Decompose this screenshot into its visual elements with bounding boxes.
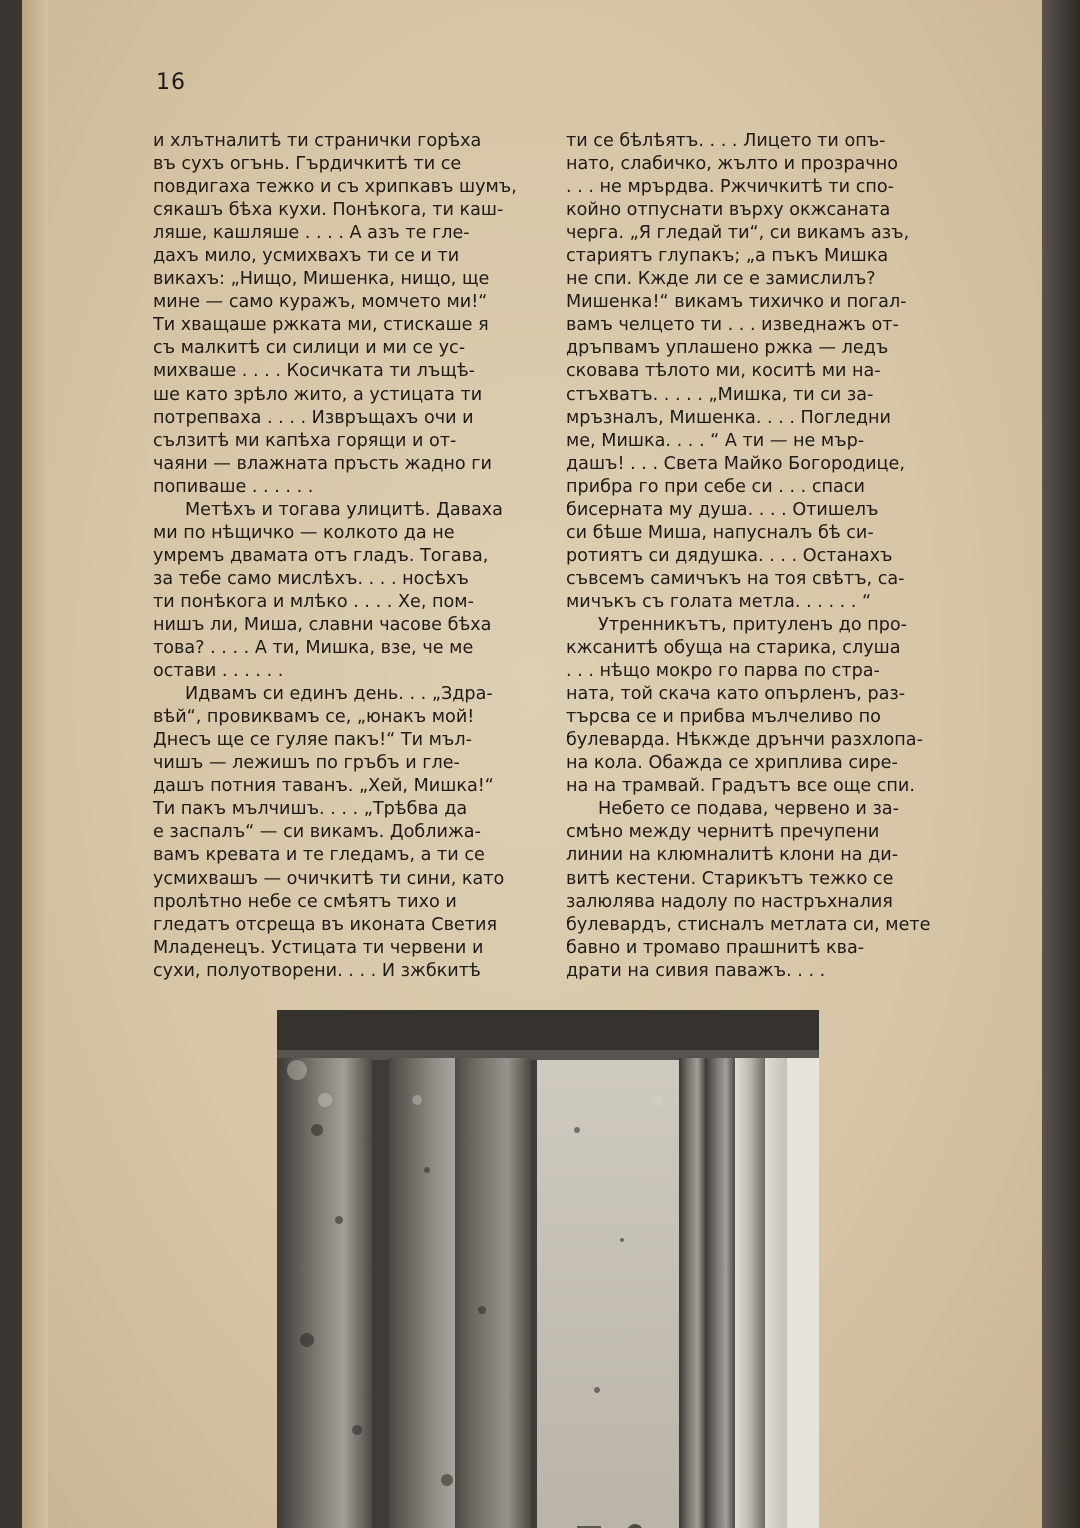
paragraph: ти се бѣлѣятъ. . . . Лицето ти опъ- нато, слабичко, жълто и прозрачно . . . не мрърдва. Ржчичкитѣ ти спо- койно отпуснати върху окжсаната черга. „Я гледай ти“, си викамъ азъ, стариятъ глупакъ; „а пъкъ Мишка не спи. Кжде ли се е замислилъ? Мишенка!“ викамъ тихичко и погал- вамъ челцето ти . . . изведнажъ от- дръпвамъ уплашено ржка — ледъ сковава тѣлото ми, коситѣ ми на- стъхватъ. . . . . „Мишка, ти си за- мръзналъ, Мишенка. . . . Погледни ме, Мишка. . . . “ А ти — не мър- дашъ! . . . Света Майко Богородице, прибра го при себе си . . . спаси бисерната му душа. . . . Отишелъ си бѣше Миша, напусналъ бѣ си- ротиятъ си дядушка. . . . Останахъ съвсемъ самичъкъ на тоя свѣтъ, са- мичъкъ съ голата метла. . . . . . “ xyxy=(566,131,910,612)
paragraph: Идвамъ си единъ день. . . „Здра- вѣй“, провиквамъ се, „юнакъ мой! Днесъ ще се гуляе пакъ!“ Ти мъл- чишъ — лежишъ по гръбъ и гле- дашъ потния таванъ. „Хей, Мишка!“ Ти пакъ мълчишъ. . . . „Трѣбва да е заспалъ“ — си викамъ. Доближа- вамъ кревата и те гледамъ, а ти се усмихвашъ — очичкитѣ ти сини, като пролѣтно небе се смѣятъ тихо и гледатъ отсреща въ иконата Светия Младенецъ. Устицата ти червени и сухи, полуотворени. . . . И зжбкитѣ xyxy=(153,684,505,981)
paragraph: и хлътналитѣ ти странички горѣха въ сухъ огънь. Гърдичкитѣ ти се повдигаха тежко и съ хрипкавъ шумъ, сякашъ бѣха кухи. Понѣкога, ти каш- ляше, кашляше . . . . А азъ те гле- дахъ мило, усмихвахъ ти се и ти викахъ: „Нищо, Мишенка, нищо, ще мине — само куражъ, момчето ми!“ Ти хващаше ржката ми, стискаше я съ малкитѣ си силици и ми се ус- михваше . . . . Косичката ти лъщѣ- ше като зрѣло жито, а устицата ти потрепваха . . . . Извръщахъ очи и сълзитѣ ми капѣха горящи и от- чаяни — влажната пръсть жадно ги попиваше . . . . . . xyxy=(153,131,517,497)
page-edge xyxy=(22,0,48,1528)
colonnade-photo xyxy=(277,1010,819,1528)
text-column-right xyxy=(566,130,970,983)
page-number: 16 xyxy=(156,70,186,95)
paragraph: Небето се подава, червено и за- смѣно между чернитѣ пречупени линии на клюмналитѣ клони на ди- витѣ кестени. Старикътъ тежко се залюлява надолу по настръхналия булевардъ, стисналъ метлата си, мете бавно и тромаво прашнитѣ ква- драти на сивия паважъ. . . . xyxy=(566,799,931,981)
book-page xyxy=(22,0,1042,1528)
paragraph: Утренникътъ, притуленъ до про- кжсанитѣ обуща на старика, слуша . . . нѣщо мокро го парва по стра- ната, той скача като опърленъ, раз- търсва се и прибва мълчеливо по булеварда. Нѣкжде дрънчи разхлопа- на кола. Обажда се хриплива сире- на на трамвай. Градътъ все още спи. xyxy=(566,614,923,797)
paragraph: Метѣхъ и тогава улицитѣ. Даваха ми по нѣщичко — колкото да не умремъ двамата отъ гладъ. Тогава, за тебе само мислѣхъ. . . . носѣхъ ти понѣкога и млѣко . . . . Хе, пом- нишъ ли, Миша, славни часове бѣха това? . . . . А ти, Мишка, взе, че ме остави . . . . . . xyxy=(153,499,503,682)
book-spine-shadow xyxy=(1042,0,1080,1528)
text-column-left xyxy=(153,130,537,983)
